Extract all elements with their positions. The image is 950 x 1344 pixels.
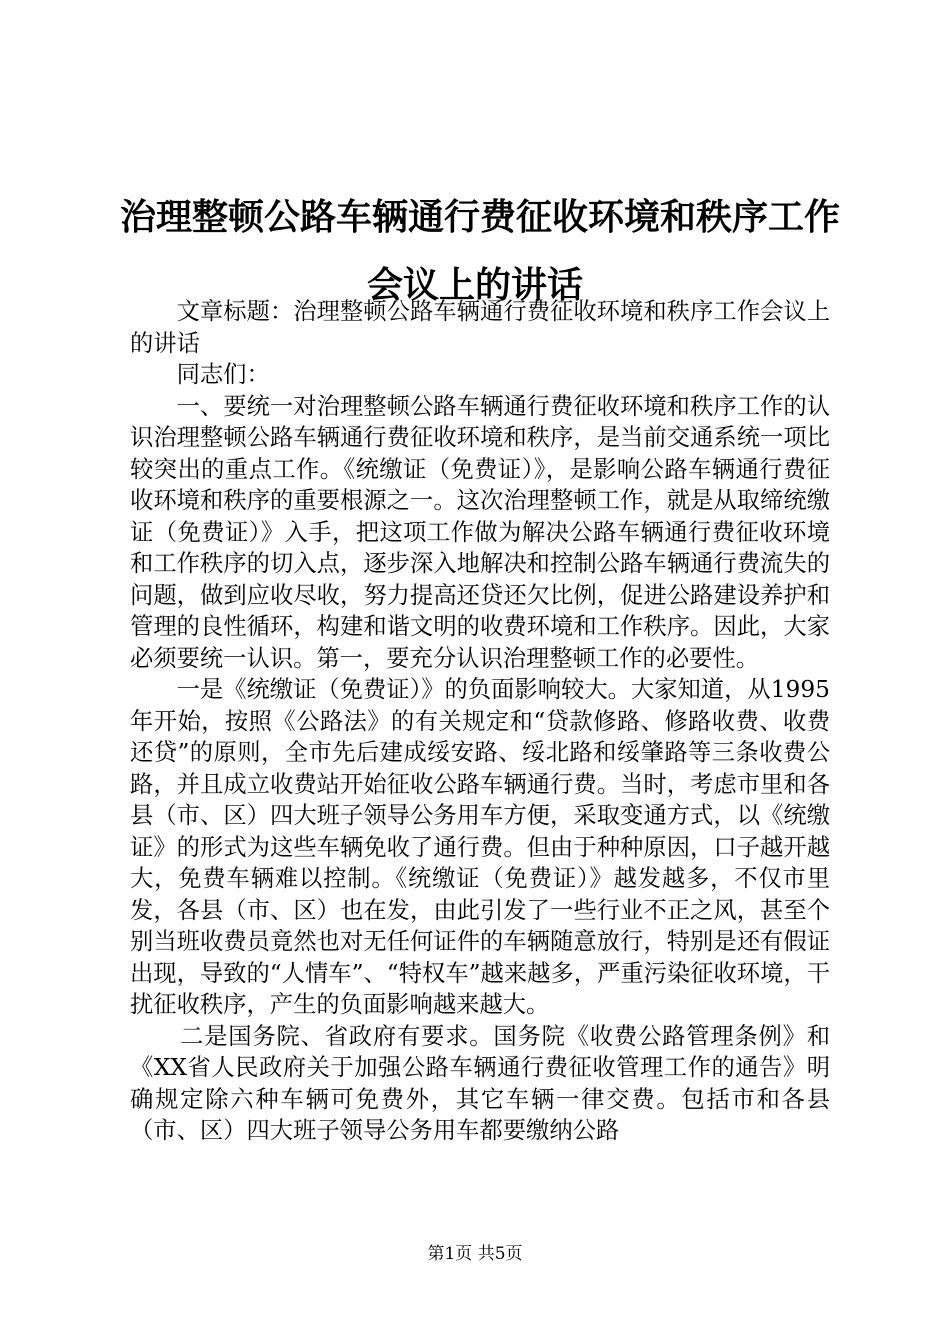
title-line-2: 会议上的讲话 [366,264,583,306]
document-body [130,296,830,1147]
paragraph-point-one: 一是《统缴证（免费证）》的负面影响较大。大家知道，从1995年开始，按照《公路法》的有关规定和“贷款修路、修路收费、收费还贷”的原则，全市先后建成绥安路、绥北路和绥肇路等三条收费公路，并且成立收费站开始征收公路车辆通行费。当时，考虑市里和各县（市、区）四大班子领导公务用车方便，采取变通方式，以《统缴证》的形式为这些车辆免收了通行费。但由于种种原因，口子越开越大，免费车辆难以控制。《统缴证（免费证）》越发越多，不仅市里发，各县（市、区）也在发，由此引发了一些行业不正之风，甚至个别当班收费员竟然也对无任何证件的车辆随意放行，特别是还有假证出现，导致的“人情车”、“特权车”越来越多，严重污染征收环境，干扰征收秩序，产生的负面影响越来越大。 [130,676,830,1018]
page-footer: 第1页 共5页 [427,1244,523,1264]
paragraph-article-title: 文章标题：治理整顿公路车辆通行费征收环境和秩序工作会议上的讲话 [130,298,830,357]
paragraph-salutation: 同志们： [176,361,270,388]
title-line-1: 治理整顿公路车辆通行费征收环境和秩序工作 [120,196,841,238]
paragraph-point-two: 二是国务院、省政府有要求。国务院《收费公路管理条例》和《XX省人民政府关于加强公路车辆通行费征收管理工作的通告》明确规定除六种车辆可免费外，其它车辆一律交费。包括市和各县（市、区）四大班子领导公务用车都要缴纳公路 [130,1022,830,1144]
paragraph-section-one: 一、要统一对治理整顿公路车辆通行费征收环境和秩序工作的认识治理整顿公路车辆通行费征收环境和秩序，是当前交通系统一项比较突出的重点工作。《统缴证（免费证）》，是影响公路车辆通行费征收环境和秩序的重要根源之一。这次治理整顿工作，就是从取缔统缴证（免费证）》入手，把这项工作做为解决公路车辆通行费征收环境和工作秩序的切入点，逐步深入地解决和控制公路车辆通行费流失的问题，做到应收尽收，努力提高还贷还欠比例，促进公路建设养护和管理的良性循环，构建和谐文明的收费环境和工作秩序。因此，大家必须要统一认识。第一，要充分认识治理整顿工作的必要性。 [130,392,830,672]
